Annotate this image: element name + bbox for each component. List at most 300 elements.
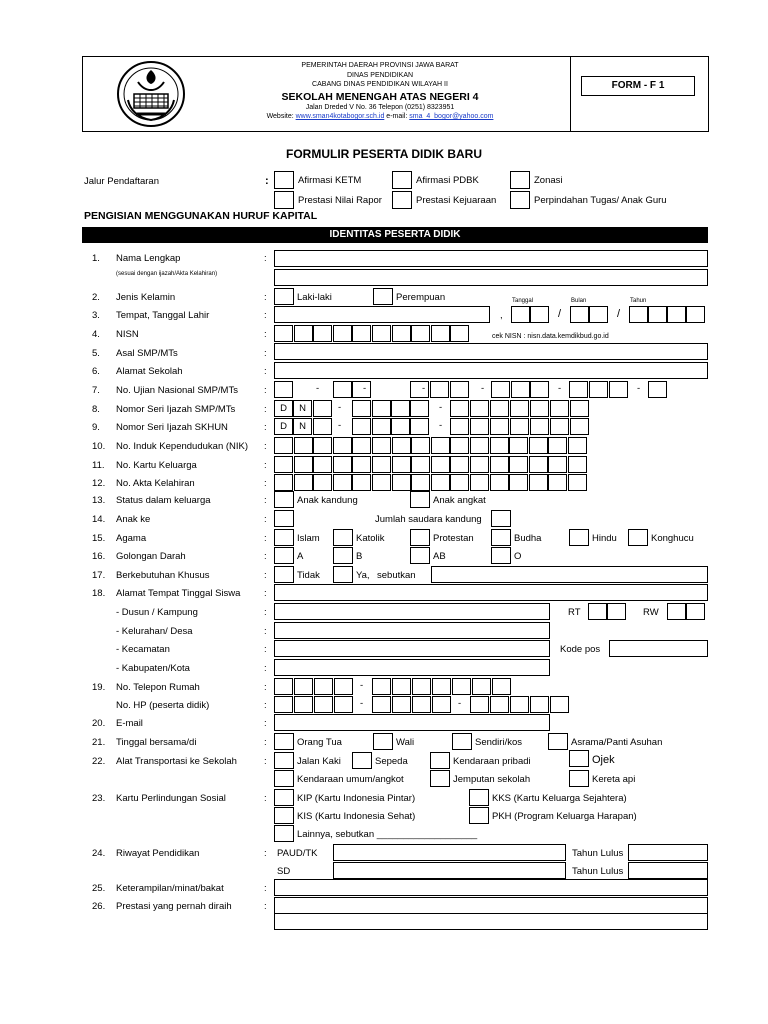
tempat-lahir-field[interactable] [274,306,490,323]
skhun-digit[interactable] [490,418,509,435]
hp-digit[interactable] [470,696,489,713]
kecamatan-field[interactable] [274,640,550,657]
nik-digit[interactable] [548,437,567,454]
row14-colon: : [264,514,267,525]
row5-colon: : [264,348,267,359]
row9-number: 9. [92,422,100,433]
nisn-digit[interactable] [450,325,469,342]
rt-digit[interactable] [607,603,626,620]
paud-lulus-field[interactable] [628,844,708,861]
phone-digit[interactable] [412,678,431,695]
dept-name: DINAS PENDIDIKAN [346,72,414,79]
row1-number: 1. [92,253,100,264]
checkbox-kendaraan-pribadi[interactable] [430,752,450,769]
jalur-prestasi-rapor: Prestasi Nilai Rapor [298,195,382,206]
checkbox-kendaraan-umum[interactable] [274,770,294,787]
row18-colon: : [264,588,267,599]
ujian-digit[interactable] [609,381,628,398]
kecamatan-colon: : [264,644,267,655]
row2-colon: : [264,292,267,303]
kabupaten-label: - Kabupaten/Kota [116,663,190,674]
kk-digit[interactable] [490,456,509,473]
nama-lengkap-field-2[interactable] [274,269,708,286]
ijazah-digit[interactable] [470,400,489,417]
nik-digit[interactable] [333,437,352,454]
checkbox-budha[interactable] [491,529,511,546]
checkbox-katolik[interactable] [333,529,353,546]
birth-month-digit[interactable] [589,306,608,323]
checkbox-perpindahan-tugas[interactable] [510,191,530,209]
separator-dash: - [458,698,462,709]
kk-digit[interactable] [509,456,528,473]
checkbox-kereta-api[interactable] [569,770,589,787]
checkbox-male[interactable] [274,288,294,305]
akta-digit[interactable] [411,474,430,491]
row16-colon: : [264,551,267,562]
skhun-digit[interactable] [530,418,549,435]
hp-digit[interactable] [550,696,569,713]
nik-digit[interactable] [490,437,509,454]
row21-number: 21. [92,737,106,748]
ujian-digit[interactable] [333,381,352,398]
akta-digit[interactable] [450,474,469,491]
phone-digit[interactable] [294,678,313,695]
row23-colon: : [264,793,267,804]
contact-line [190,113,570,120]
checkbox-afirmasi-ketm[interactable] [274,171,294,189]
email-field[interactable] [274,714,550,731]
checkbox-female[interactable] [373,288,393,305]
ijazah-digit[interactable] [550,400,569,417]
hp-digit[interactable] [530,696,549,713]
ujian-digit[interactable] [569,381,588,398]
kk-digit[interactable] [313,456,332,473]
hp-digit[interactable] [334,696,353,713]
ijazah-digit[interactable] [313,400,332,417]
birth-day-digit[interactable] [530,306,549,323]
checkbox-blood-a[interactable] [274,547,294,564]
sd-school-field[interactable] [333,862,566,879]
nisn-digit[interactable] [294,325,313,342]
hp-digit[interactable] [432,696,451,713]
ujian-digit[interactable] [530,381,549,398]
row9-colon: : [264,422,267,433]
separator-dash: - [360,698,364,709]
checkbox-pkh[interactable] [469,807,489,824]
skhun-digit[interactable] [352,418,371,435]
pkh-label: PKH (Program Keluarga Harapan) [492,811,637,822]
religion-budha: Budha [514,533,542,544]
blood-b: B [356,551,363,562]
separator-dash: - [338,402,342,413]
anak-angkat-label: Anak angkat [433,495,486,506]
asal-smp-field[interactable] [274,343,708,360]
ijazah-digit[interactable] [490,400,509,417]
ijazah-digit[interactable] [391,400,410,417]
checkbox-kip[interactable] [274,789,294,806]
phone-digit[interactable] [432,678,451,695]
jalur-label: Jalur Pendaftaran [84,176,159,187]
ujian-digit[interactable] [511,381,530,398]
row11-number: 11. [92,460,105,471]
ujian-digit[interactable] [410,381,429,398]
akta-digit[interactable] [274,474,293,491]
checkbox-afirmasi-pdbk[interactable] [392,171,412,189]
nik-digit[interactable] [431,437,450,454]
ijazah-prefix-n: N [293,400,312,417]
hp-digit[interactable] [510,696,529,713]
kelurahan-field[interactable] [274,622,550,639]
phone-digit[interactable] [492,678,511,695]
akta-digit[interactable] [333,474,352,491]
row4-number: 4. [92,329,100,340]
prestasi-field-2[interactable] [274,913,708,930]
nik-digit[interactable] [450,437,469,454]
website-link[interactable]: www.sman4kotabogor.sch.id [295,113,385,120]
prestasi-field[interactable] [274,897,708,914]
kk-digit[interactable] [431,456,450,473]
kk-digit[interactable] [372,456,391,473]
row23-number: 23. [92,793,106,804]
row3-colon: : [264,310,267,321]
ujian-digit[interactable] [430,381,449,398]
kk-digit[interactable] [352,456,371,473]
ujian-digit[interactable] [491,381,510,398]
row5-label: Asal SMP/MTs [116,348,178,359]
separator-dash: - [637,383,641,394]
siblings-field[interactable] [491,510,511,527]
jalur-zonasi: Zonasi [534,175,563,186]
bulan-label: Bulan [571,298,587,304]
checkbox-kks[interactable] [469,789,489,806]
row20-number: 20. [92,718,106,729]
phone-digit[interactable] [472,678,491,695]
religion-konghucu: Konghucu [651,533,694,544]
row26-colon: : [264,901,267,912]
akta-digit[interactable] [529,474,548,491]
akta-digit[interactable] [392,474,411,491]
dusun-field[interactable] [274,603,550,620]
row24-colon: : [264,848,267,859]
row11-label: No. Kartu Keluarga [116,460,197,471]
checkbox-tidak[interactable] [274,566,294,583]
birth-year-digit[interactable] [648,306,667,323]
skhun-digit[interactable] [372,418,391,435]
row19-colon: : [264,682,267,693]
nisn-digit[interactable] [372,325,391,342]
ijazah-digit[interactable] [570,400,589,417]
row15-label: Agama [116,533,147,544]
nik-digit[interactable] [313,437,332,454]
row15-colon: : [264,533,267,544]
nik-digit[interactable] [294,437,313,454]
row17-number: 17. [92,570,106,581]
kk-digit[interactable] [470,456,489,473]
checkbox-konghucu[interactable] [628,529,648,546]
checkbox-orang-tua[interactable] [274,733,294,750]
checkbox-blood-o[interactable] [491,547,511,564]
nik-digit[interactable] [392,437,411,454]
gov-name: PEMERINTAH DAERAH PROVINSI JAWA BARAT [301,62,459,69]
email-link[interactable]: sma_4_bogor@yahoo.com [409,113,494,120]
akta-digit[interactable] [568,474,587,491]
hp-digit[interactable] [392,696,411,713]
checkbox-blood-b[interactable] [333,547,353,564]
birth-month-digit[interactable] [570,306,589,323]
hp-digit[interactable] [274,696,293,713]
rw-digit[interactable] [667,603,686,620]
kk-digit[interactable] [274,456,293,473]
kk-digit[interactable] [450,456,469,473]
checkbox-sendiri[interactable] [452,733,472,750]
checkbox-hindu[interactable] [569,529,589,546]
checkbox-lainnya[interactable] [274,825,294,842]
kebutuhan-khusus-field[interactable] [431,566,708,583]
ijazah-digit[interactable] [352,400,371,417]
row1-note: (sesuai dengan ijazah/Akta Kelahiran) [116,271,218,277]
akta-digit[interactable] [509,474,528,491]
kk-digit[interactable] [392,456,411,473]
ujian-digit[interactable] [274,381,293,398]
row8-number: 8. [92,404,100,415]
rw-digit[interactable] [686,603,705,620]
kk-digit[interactable] [411,456,430,473]
nik-digit[interactable] [509,437,528,454]
kodepos-field[interactable] [609,640,708,657]
form-title: FORMULIR PESERTA DIDIK BARU [286,147,482,161]
separator-dash: - [481,383,485,394]
hp-digit[interactable] [412,696,431,713]
sebutkan-label: sebutkan [377,570,416,581]
phone-digit[interactable] [392,678,411,695]
checkbox-sepeda[interactable] [352,752,372,769]
rt-digit[interactable] [588,603,607,620]
ijazah-digit[interactable] [450,400,469,417]
religion-katolik: Katolik [356,533,385,544]
jalur-colon: : [265,175,269,187]
phone-digit[interactable] [274,678,293,695]
row6-number: 6. [92,366,100,377]
tidak-label: Tidak [297,570,320,581]
ijazah-digit[interactable] [510,400,529,417]
birth-year-digit[interactable] [667,306,686,323]
website-label: Website: [266,113,294,120]
nik-digit[interactable] [372,437,391,454]
row13-label: Status dalam keluarga [116,495,211,506]
row24-number: 24. [92,848,106,859]
row22-number: 22. [92,756,106,767]
kelurahan-colon: : [264,626,267,637]
birth-year-digit[interactable] [686,306,705,323]
checkbox-jemputan[interactable] [430,770,450,787]
akta-digit[interactable] [372,474,391,491]
hp-digit[interactable] [294,696,313,713]
siblings-label: Jumlah saudara kandung [375,514,482,525]
female-label: Perempuan [396,292,446,303]
row20-label: E-mail [116,718,143,729]
birth-slash: / [558,308,562,320]
row25-label: Keterampilan/minat/bakat [116,883,224,894]
checkbox-kis[interactable] [274,807,294,824]
skhun-digit[interactable] [550,418,569,435]
phone-digit[interactable] [314,678,333,695]
tahun-label: Tahun [630,298,647,304]
checkbox-wali[interactable] [373,733,393,750]
sd-lulus-label: Tahun Lulus [572,866,624,877]
akta-digit[interactable] [313,474,332,491]
skhun-digit[interactable] [470,418,489,435]
nama-lengkap-field[interactable] [274,250,708,267]
skhun-prefix-n: N [293,418,312,435]
row4-label: NISN [116,329,139,340]
nisn-digit[interactable] [392,325,411,342]
instruction-text: PENGISIAN MENGGUNAKAN HURUF KAPITAL [84,210,318,222]
ujian-digit[interactable] [450,381,469,398]
birth-day-digit[interactable] [511,306,530,323]
row2-label: Jenis Kelamin [116,292,176,303]
row22-colon: : [264,756,267,767]
separator-dash: - [439,402,443,413]
row4-colon: : [264,329,267,340]
checkbox-asrama[interactable] [548,733,568,750]
nisn-digit[interactable] [352,325,371,342]
hp-digit[interactable] [314,696,333,713]
kk-digit[interactable] [529,456,548,473]
sd-lulus-field[interactable] [628,862,708,879]
row19-label: No. Telepon Rumah [116,682,200,693]
nik-digit[interactable] [470,437,489,454]
checkbox-ojek[interactable] [569,750,589,767]
jalur-afirmasi-pdbk: Afirmasi PDBK [416,175,479,186]
skhun-digit[interactable] [450,418,469,435]
skhun-digit[interactable] [510,418,529,435]
form-code: FORM - F 1 [611,80,665,91]
form-code-box [581,76,695,96]
ujian-digit[interactable] [648,381,667,398]
nik-digit[interactable] [411,437,430,454]
checkbox-anak-kandung[interactable] [274,491,294,508]
birth-year-digit[interactable] [629,306,648,323]
row23-label: Kartu Perlindungan Sosial [116,793,226,804]
religion-islam: Islam [297,533,320,544]
skhun-digit[interactable] [410,418,429,435]
nisn-digit[interactable] [411,325,430,342]
akta-digit[interactable] [470,474,489,491]
akta-digit[interactable] [548,474,567,491]
skhun-digit[interactable] [391,418,410,435]
separator-dash: - [439,420,443,431]
keterampilan-field[interactable] [274,879,708,896]
checkbox-prestasi-rapor[interactable] [274,191,294,209]
akta-digit[interactable] [490,474,509,491]
tanggal-label: Tanggal [512,298,534,304]
nik-digit[interactable] [529,437,548,454]
row1-label: Nama Lengkap [116,253,181,264]
ijazah-digit[interactable] [410,400,429,417]
hp-digit[interactable] [372,696,391,713]
kecamatan-label: - Kecamatan [116,644,170,655]
asrama-label: Asrama/Panti Asuhan [571,737,663,748]
kk-digit[interactable] [294,456,313,473]
row16-label: Golongan Darah [116,551,186,562]
skhun-digit[interactable] [313,418,332,435]
separator-dash: - [363,383,367,394]
row6-label: Alamat Sekolah [116,366,183,377]
row18-number: 18. [92,588,106,599]
akta-digit[interactable] [352,474,371,491]
row25-colon: : [264,883,267,894]
phone-digit[interactable] [334,678,353,695]
checkbox-blood-ab[interactable] [410,547,430,564]
akta-digit[interactable] [431,474,450,491]
ujian-digit[interactable] [352,381,371,398]
row15-number: 15. [92,533,106,544]
row21-label: Tinggal bersama/di [116,737,197,748]
checkbox-islam[interactable] [274,529,294,546]
ujian-digit[interactable] [589,381,608,398]
phone-digit[interactable] [372,678,391,695]
nisn-digit[interactable] [431,325,450,342]
kodepos-label: Kode pos [560,644,601,655]
checkbox-zonasi[interactable] [510,171,530,189]
alamat-field[interactable] [274,584,708,601]
separator-dash: - [338,420,342,431]
orang-tua-label: Orang Tua [297,737,342,748]
kk-digit[interactable] [333,456,352,473]
kk-digit[interactable] [568,456,587,473]
jalur-perpindahan-tugas: Perpindahan Tugas/ Anak Guru [534,195,667,206]
paud-school-field[interactable] [333,844,566,861]
nik-digit[interactable] [568,437,587,454]
row1-colon: : [264,253,267,264]
checkbox-protestan[interactable] [410,529,430,546]
nisn-digit[interactable] [333,325,352,342]
phone-digit[interactable] [452,678,471,695]
kip-label: KIP (Kartu Indonesia Pintar) [297,793,416,804]
row2-number: 2. [92,292,100,303]
nik-digit[interactable] [274,437,293,454]
row20-colon: : [264,718,267,729]
nik-digit[interactable] [352,437,371,454]
kabupaten-field[interactable] [274,659,550,676]
ijazah-digit[interactable] [530,400,549,417]
row7-number: 7. [92,385,100,396]
hp-digit[interactable] [490,696,509,713]
row10-colon: : [264,441,267,452]
nisn-digit[interactable] [274,325,293,342]
akta-digit[interactable] [294,474,313,491]
lainnya-label: Lainnya, sebutkan ___________________ [297,829,478,840]
nisn-digit[interactable] [313,325,332,342]
skhun-digit[interactable] [570,418,589,435]
hp-label: No. HP (peserta didik) [116,700,210,711]
checkbox-prestasi-kejuaraan[interactable] [392,191,412,209]
row17-colon: : [264,570,267,581]
ijazah-digit[interactable] [372,400,391,417]
checkbox-ya[interactable] [333,566,353,583]
kk-digit[interactable] [548,456,567,473]
checkbox-anak-angkat[interactable] [410,491,430,508]
jalur-prestasi-kejuaraan: Prestasi Kejuaraan [416,195,497,206]
row25-number: 25. [92,883,106,894]
anak-ke-field[interactable] [274,510,294,527]
alamat-sekolah-field[interactable] [274,362,708,379]
checkbox-jalan-kaki[interactable] [274,752,294,769]
row17-label: Berkebutuhan Khusus [116,570,210,581]
jalan-kaki-label: Jalan Kaki [297,756,341,767]
row14-label: Anak ke [116,514,151,525]
kelurahan-label: - Kelurahan/ Desa [116,626,193,637]
